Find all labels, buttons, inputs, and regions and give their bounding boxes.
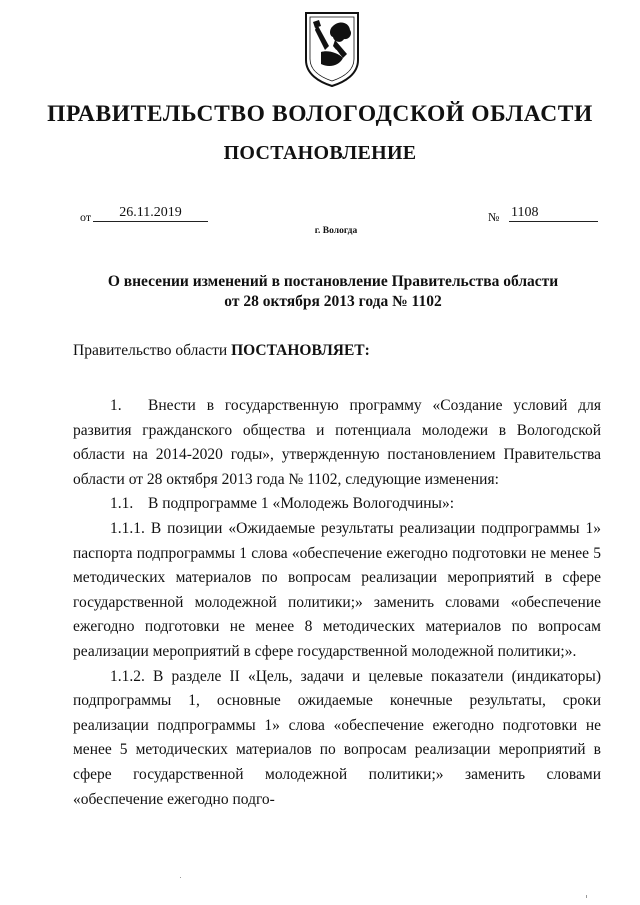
paragraph-1 [73, 394, 601, 492]
coat-of-arms-emblem [303, 10, 361, 88]
subject-line-2: от 28 октября 2013 года № 1102 [224, 293, 442, 310]
preamble [73, 342, 370, 360]
paragraph-1-1-1: 1.1.1. В позиции «Ожидаемые результаты реализации подпрограммы 1» паспорта подпрограммы 1 слова «обеспечение ежегодно подготовки не менее 5 методических материалов по вопросам реализации мероприятий в сфере государственной молодежной политики;» заменить словами «обеспечение ежегодно подготовки не менее 8 методических материалов по вопросам реализации мероприятий в сфере государственной молодежной политики;». [73, 519, 601, 660]
document-type: ПОСТАНОВЛЕНИЕ [223, 142, 417, 164]
number-label: № [488, 210, 500, 224]
subject-line-1: О внесении изменений в постановление Правительства области [107, 273, 559, 290]
scan-speck [180, 877, 181, 878]
government-title: ПРАВИТЕЛЬСТВО ВОЛОГОДСКОЙ ОБЛАСТИ [47, 101, 593, 127]
preamble-emphasis: ПОСТАНОВЛЯЕТ: [231, 342, 370, 359]
paragraph-1-1-text: В подпрограмме 1 «Молодежь Вологодчины»: [148, 495, 455, 513]
paragraph-1-number: 1. [110, 397, 122, 414]
scan-speck [586, 895, 587, 898]
document-number: 1108 [509, 205, 598, 222]
document-body [73, 394, 601, 812]
paragraph-1-1 [73, 492, 601, 517]
paragraph-1-1-number: 1.1. [110, 495, 134, 513]
city-label: г. Вологда [314, 226, 358, 236]
paragraph-1-1-2: 1.1.2. В разделе II «Цель, задачи и целевые показатели (индикаторы) подпрограммы 1, основные ожидаемые конечные результаты, сроки реализации подпрограммы 1» слова «обеспечение ежегодно подготовки не менее 5 методических материалов по вопросам реализации мероприятий в сфере государственной молодежной политики;» заменить словами «обеспечение ежегодно подго- [73, 667, 601, 808]
document-subject [60, 272, 606, 312]
date-label: от [80, 210, 92, 224]
paragraph-1-text: Внести в государственную программу «Создание условий для развития гражданского общества и потенциала молодежи в Вологодской области на 2014-2020 годы», утвержденную постановлением Правительства области от 28 октября 2013 года № 1102, следующие изменения: [73, 397, 601, 488]
document-date: 26.11.2019 [93, 205, 208, 222]
preamble-text: Правительство области [73, 342, 228, 359]
